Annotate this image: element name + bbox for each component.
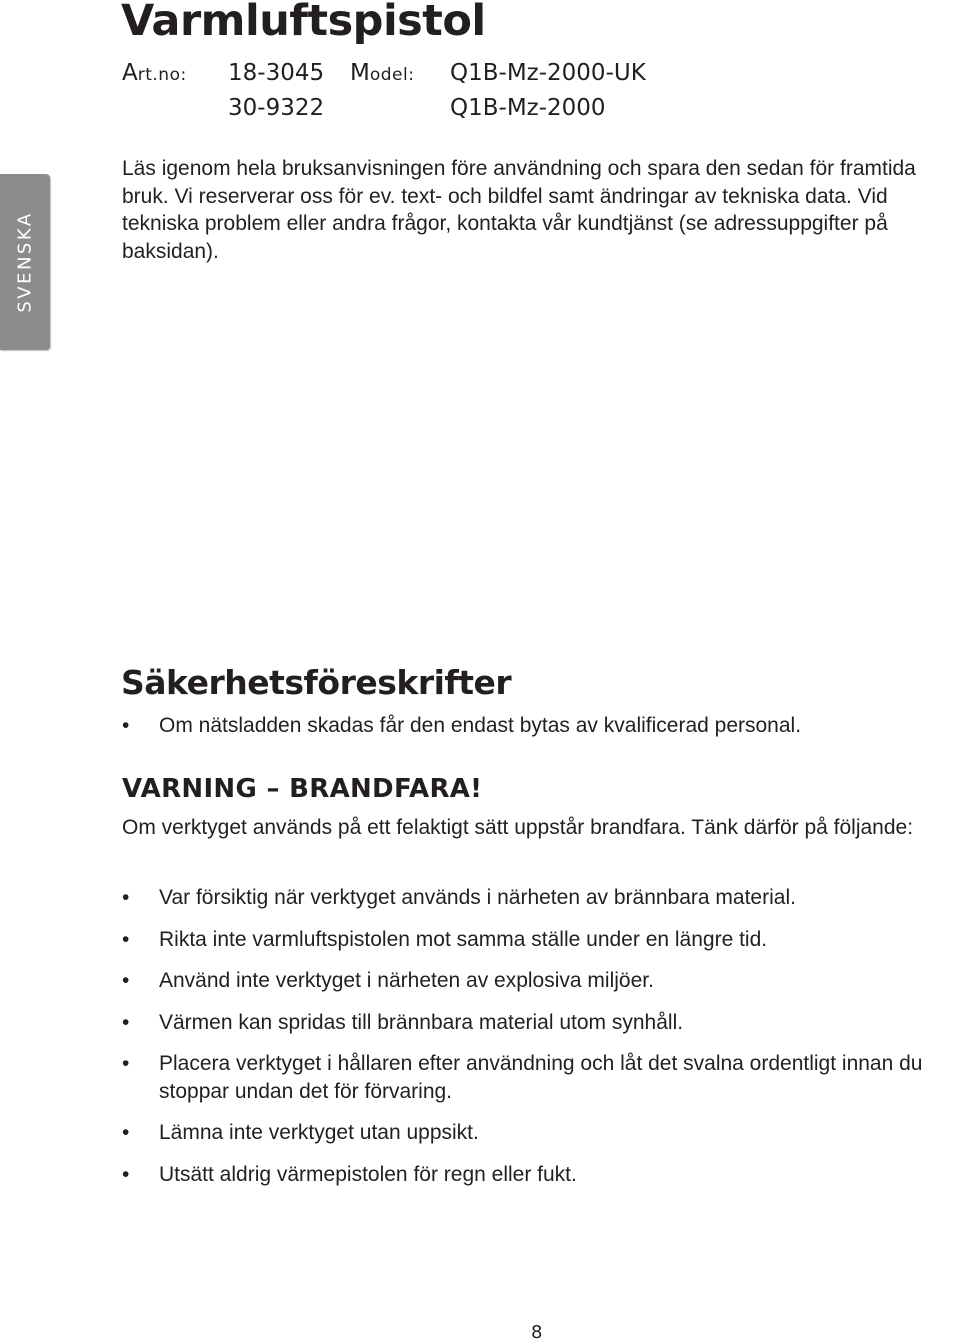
model-value: Q1B-Mz-2000-UK (450, 60, 646, 86)
art-no-value: 30-9322 (228, 95, 325, 121)
intro-section (122, 155, 932, 265)
language-tab-label: SVENSKA (14, 211, 36, 313)
warning-paragraph: Om verktyget används på ett felaktigt sätt uppstår brandfara. Tänk därför på följande: (122, 816, 914, 839)
art-no-label-initial: A (122, 60, 138, 86)
list-item: • Värmen kan spridas till brännbara material utom synhåll. (122, 1009, 958, 1037)
language-tab (0, 174, 50, 350)
model-label-rest: odel: (369, 65, 415, 85)
page-number: 8 (531, 1322, 543, 1343)
list-item: • Om nätsladden skadas får den endast bytas av kvalificerad personal. (122, 712, 958, 740)
list-item: • Lämna inte verktyget utan uppsikt. (122, 1119, 958, 1147)
art-no-label (122, 60, 187, 86)
model-label-initial: M (350, 60, 370, 86)
warning-list (122, 884, 958, 1188)
list-item: • Var försiktig när verktyget används i närheten av brännbara material. (122, 884, 958, 912)
list-item: • Använd inte verktyget i närheten av explosiva miljöer. (122, 967, 958, 995)
model-label (350, 60, 414, 86)
intro-paragraph: Läs igenom hela bruksanvisningen före användning och spara den sedan för framtida bruk. Vi reserverar oss för ev. text- och bildfel samt ändringar av tekniska data. Vid tekniska problem eller andra frågor, kontakta vår kundtjänst (se adressuppgifter på baksidan). (122, 157, 916, 263)
safety-heading: Säkerhetsföreskrifter (121, 663, 512, 702)
safety-list (122, 712, 958, 740)
art-no-label-rest: rt.no: (137, 65, 187, 85)
list-item: • Placera verktyget i hållaren efter användning och låt det svalna ordentligt innan du stoppar undan det för förvaring. (122, 1050, 958, 1105)
warning-heading: VARNING – BRANDFARA! (122, 774, 483, 804)
art-no-value: 18-3045 (228, 60, 325, 86)
page-title: Varmluftspistol (121, 0, 486, 46)
model-value: Q1B-Mz-2000 (450, 95, 606, 121)
list-item: • Rikta inte varmluftspistolen mot samma ställe under en längre tid. (122, 926, 958, 954)
list-item: • Utsätt aldrig värmepistolen för regn eller fukt. (122, 1161, 958, 1189)
